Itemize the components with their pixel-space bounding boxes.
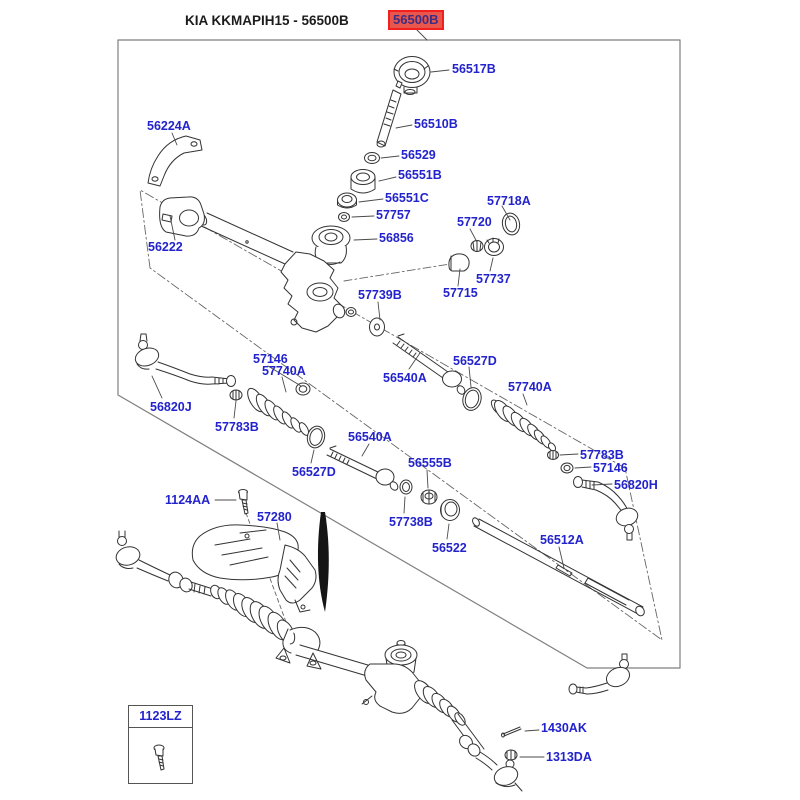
part-sketch-1430AK — [502, 727, 522, 737]
diagram-title: KIA KKMAPIH15 - 56500B — [185, 13, 349, 28]
part-sketch-1313DA — [505, 750, 517, 760]
part-label-57783B-left[interactable]: 57783B — [215, 420, 259, 434]
part-sketch-57783B-right — [548, 451, 559, 460]
inset-part-box — [128, 705, 193, 784]
part-label-57737[interactable]: 57737 — [476, 272, 511, 286]
part-label-56820H[interactable]: 56820H — [614, 478, 658, 492]
part-sketch-57718A — [500, 211, 521, 236]
part-sketch-56555B — [421, 490, 437, 504]
part-label-57718A[interactable]: 57718A — [487, 194, 531, 208]
part-sketch-56512A — [471, 517, 646, 618]
part-sketch-57783B-left — [230, 390, 242, 400]
part-sketch-56551B — [351, 170, 375, 194]
inset-part-label[interactable]: 1123LZ — [129, 706, 192, 728]
part-sketch-56522 — [441, 500, 460, 521]
part-sketch-57146-left — [296, 383, 310, 395]
wedge-mark — [318, 512, 329, 612]
part-label-56527D-lower[interactable]: 56527D — [292, 465, 336, 479]
part-sketch-57738B — [400, 480, 412, 494]
part-sketch-56527D-lower — [305, 424, 327, 450]
part-sketch-57740A-right — [489, 398, 557, 453]
part-label-57783B-right[interactable]: 57783B — [580, 448, 624, 462]
highlighted-part-badge[interactable]: 56500B — [388, 10, 444, 30]
part-label-57738B[interactable]: 57738B — [389, 515, 433, 529]
part-label-56517B[interactable]: 56517B — [452, 62, 496, 76]
part-label-57146-right[interactable]: 57146 — [593, 461, 628, 475]
part-label-1124AA[interactable]: 1124AA — [165, 493, 211, 507]
part-label-57146-left[interactable]: 57146 — [253, 352, 288, 366]
part-label-57740A-left[interactable]: 57740A — [262, 364, 306, 378]
part-label-57280[interactable]: 57280 — [257, 510, 292, 524]
part-sketch-57715 — [449, 254, 469, 271]
part-label-56222[interactable]: 56222 — [148, 240, 183, 254]
part-label-56510B[interactable]: 56510B — [414, 117, 458, 131]
part-label-57757[interactable]: 57757 — [376, 208, 411, 222]
part-label-56820J[interactable]: 56820J — [150, 400, 192, 414]
part-sketch-56540A-lower — [327, 446, 399, 492]
part-sketch-56551C — [338, 193, 357, 208]
part-label-56527D-upper[interactable]: 56527D — [453, 354, 497, 368]
part-sketch-56510B — [377, 81, 402, 147]
part-sketch-57757 — [339, 213, 350, 222]
part-sketch-56224A — [148, 136, 202, 186]
part-sketch-57146-right — [561, 463, 573, 473]
part-label-56522[interactable]: 56522 — [432, 541, 467, 555]
part-label-57720[interactable]: 57720 — [457, 215, 492, 229]
part-label-56555B[interactable]: 56555B — [408, 456, 452, 470]
assembly-right-tie-rod-end-sketch — [569, 654, 633, 694]
part-sketch-56517B — [394, 57, 430, 95]
part-sketch-1124AA — [239, 490, 249, 515]
part-label-56551B[interactable]: 56551B — [398, 168, 442, 182]
part-sketch-56529 — [365, 153, 380, 164]
part-label-56540A-upper[interactable]: 56540A — [383, 371, 427, 385]
part-sketch-56820J — [133, 334, 236, 387]
diagram-border — [118, 40, 680, 668]
part-label-56856[interactable]: 56856 — [379, 231, 414, 245]
part-label-57739B[interactable]: 57739B — [358, 288, 402, 302]
part-label-57740A-right[interactable]: 57740A — [508, 380, 552, 394]
part-sketch-57737 — [485, 238, 504, 256]
part-label-56224A[interactable]: 56224A — [147, 119, 191, 133]
part-label-56529[interactable]: 56529 — [401, 148, 436, 162]
part-sketch-56222 — [160, 197, 205, 236]
part-label-56540A-lower[interactable]: 56540A — [348, 430, 392, 444]
part-sketch-57280 — [192, 525, 316, 612]
part-label-56512A[interactable]: 56512A — [540, 533, 584, 547]
part-label-56551C[interactable]: 56551C — [385, 191, 429, 205]
part-label-1430AK[interactable]: 1430AK — [541, 721, 587, 735]
part-label-57715[interactable]: 57715 — [443, 286, 478, 300]
part-label-1313DA[interactable]: 1313DA — [546, 750, 592, 764]
